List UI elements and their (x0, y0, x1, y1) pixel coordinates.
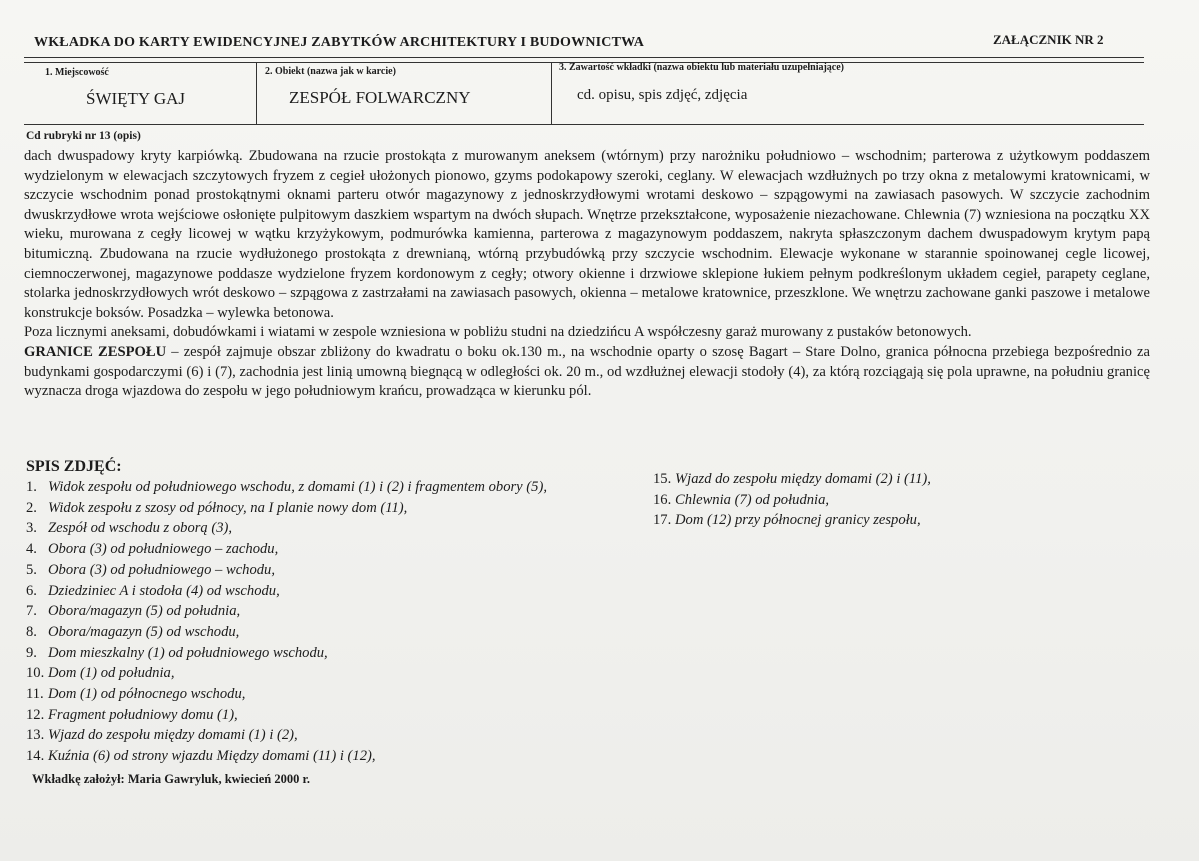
locality-value: ŚWIĘTY GAJ (86, 89, 185, 108)
section-label: Cd rubryki nr 13 (opis) (26, 130, 141, 142)
photo-list-item (26, 684, 547, 705)
contents-label: 3. Zawartość wkładki (nazwa obiektu lub materiału uzupełniające) (559, 62, 845, 73)
photo-list-item-text: Obora/magazyn (5) od wschodu, (48, 623, 240, 640)
photo-list-right (653, 469, 931, 531)
photo-list-item-number: 4. (26, 541, 37, 558)
photo-list-item-number: 5. (26, 561, 37, 578)
photo-list-item-text: Wjazd do zespołu między domami (2) i (11), (675, 471, 931, 487)
photo-list-item (26, 746, 547, 767)
photo-list-item-text: Kuźnia (6) od strony wjazdu Między domami (11) i (12), (48, 748, 376, 765)
object-label: 2. Obiekt (nazwa jak w karcie) (265, 66, 396, 77)
photo-list-item-number: 11. (26, 686, 44, 703)
photo-list-item (26, 643, 547, 664)
photo-list-item (653, 510, 931, 531)
form-divider-1 (256, 62, 257, 124)
photo-list-item-text: Dom (1) od północnego wschodu, (48, 686, 246, 703)
photo-list-item-text: Zespół od wschodu z oborą (3), (48, 520, 233, 537)
photo-list-item (26, 560, 547, 581)
photo-list-item-number: 1. (26, 479, 37, 495)
photo-list-item-text: Widok zespołu od południowego wschodu, z domami (1) i (2) i fragmentem obory (5), (48, 479, 547, 495)
photo-list-left (26, 477, 547, 767)
photo-list-item-text: Dziedziniec A i stodoła (4) od wschodu, (48, 582, 280, 599)
form-divider-2 (551, 62, 552, 124)
photo-list-item (26, 477, 547, 498)
description-paragraph-2: Poza licznymi aneksami, dobudówkami i wiatami w zespole wzniesiona w pobliżu studni na dziedzińcu A współczesny garaż murowany z pustaków betonowych. (24, 324, 972, 341)
form-bottom-rule (24, 124, 1144, 125)
photo-list-item-number: 12. (26, 706, 45, 723)
photo-list-item-text: Dom mieszkalny (1) od południowego wschodu, (48, 644, 328, 661)
boundaries-text: – zespół zajmuje obszar zbliżony do kwadratu o boku ok.130 m., na wschodnie oparty o szosę Bagart – Stare Dolno, granica północna przebiega bezpośrednio za budynkami gospodarczymi (6) i (7), zachodnia jest linią umowną biegnącą w odległości ok. 20 m., od wzdłużnej elewacji stodoły (4), za którą rozciągają się pola uprawne, na południu granicę wyznacza droga wjazdowa do zespołu w jego południowym krańcu, prowadząca w kierunku pól. (24, 343, 1150, 400)
boundaries-heading: GRANICE ZESPOŁU (24, 343, 167, 360)
photo-list-item-text: Dom (1) od południa, (48, 665, 175, 682)
photo-list-item-text: Chlewnia (7) od południa, (675, 491, 830, 508)
annex-number: ZAŁĄCZNIK NR 2 (993, 32, 1104, 47)
photo-list-item (26, 622, 547, 643)
description-paragraph-1: dach dwuspadowy kryty karpiówką. Zbudowana na rzucie prostokąta z murowanym aneksem (wtórnym) przy narożniku południowo – wschodnim; parterowa z użytkowym poddaszem wydzielonym w elewacjach szczytowych fryzem z cegieł ułożonych pionowo, gzyms podokapowy szeroki, ceglany. W elewacjach wzdłużnych po trzy okna z metalowymi kratownicami, w szczycie wschodnim ponad prostokątnymi oknami parteru otwór magazynowy z jednoskrzydłowymi wrotami deskowo – szpągowymi na zawiasach pasowych. W szczycie zachodnim dwuskrzydłowe wrota wejściowe osłonięte pulpitowym daszkiem wspartym na dwóch słupach. Wnętrze przekształcone, wyposażenie niezachowane. Chlewnia (7) wzniesiona na początku XX wieku, murowana z cegły licowej w wątku krzyżykowym, podmurówka kamienna, parterowa z magazynowym poddaszem, nakryta spłaszczonym dachem dwuspadowym krytym papą bitumiczną. Zbudowana na rzucie wydłużonego prostokąta z drewnianą, wtórną przybudówką przy szczycie wschodnim. Elewacje wykonane w starannie spoinowanej cegle licowej, ciemnoczerwonej, magazynowe poddasze wydzielone fryzem kordonowym z cegły; otwory okienne i drzwiowe sklepione łukiem pełnym podkreślonym układem cegieł, parapety ceglane, stolarka jednoskrzydłowych wrót deskowo – szpągowa z zastrzałami na zawiasach pasowych, okienna – metalowe kratownice, przeszklone. We wnętrzu zachowane ganki paszowe i metalowe konstrukcje boksów. Posadzka – wylewka betonowa. (24, 148, 1150, 321)
photo-list-item-number: 2. (26, 499, 37, 516)
photo-list-item-number: 13. (26, 727, 45, 744)
object-value: ZESPÓŁ FOLWARCZNY (289, 88, 471, 107)
document-title: WKŁADKA DO KARTY EWIDENCYJNEJ ZABYTKÓW ARCHITEKTURY I BUDOWNICTWA (34, 35, 645, 50)
description-text (24, 147, 1150, 402)
photo-list-item (26, 518, 547, 539)
photo-list-item-text: Wjazd do zespołu między domami (1) i (2), (48, 727, 298, 744)
photo-list-item-number: 17. (653, 512, 672, 529)
description-paragraph-3 (24, 343, 1150, 402)
photo-list-item-number: 9. (26, 644, 37, 661)
photo-list-item (26, 705, 547, 726)
locality-label: 1. Miejscowość (45, 67, 109, 78)
form-top-rule (24, 57, 1144, 58)
contents-value: cd. opisu, spis zdjęć, zdjęcia (577, 87, 748, 103)
photo-list-item-number: 6. (26, 582, 37, 599)
photo-list-item-number: 15. (653, 471, 672, 487)
photo-list-item (26, 581, 547, 602)
photo-list-item (26, 725, 547, 746)
photo-list-item-text: Fragment południowy domu (1), (48, 706, 238, 723)
photo-list-item-text: Widok zespołu z szosy od północy, na I planie nowy dom (11), (48, 499, 408, 516)
photo-list-item-number: 3. (26, 520, 37, 537)
photo-list-item (653, 469, 931, 490)
photo-list-item-text: Obora (3) od południowego – zachodu, (48, 541, 279, 558)
author-footer: Wkładkę założył: Maria Gawryluk, kwiecień 2000 r. (32, 772, 310, 786)
photo-list-item-text: Obora/magazyn (5) od południa, (48, 603, 241, 620)
photo-list-item (26, 498, 547, 519)
photo-list-item-number: 14. (26, 748, 45, 765)
photo-list-heading: SPIS ZDJĘĆ: (26, 458, 122, 475)
photo-list-item-number: 16. (653, 491, 672, 508)
photo-list-item-number: 10. (26, 665, 45, 682)
photo-list-item-number: 7. (26, 603, 37, 620)
photo-list-item-text: Obora (3) od południowego – wchodu, (48, 561, 276, 578)
photo-list-item (26, 601, 547, 622)
photo-list-item-number: 8. (26, 623, 37, 640)
photo-list-item (653, 490, 931, 511)
photo-list-item (26, 539, 547, 560)
photo-list-item-text: Dom (12) przy północnej granicy zespołu, (675, 512, 921, 529)
photo-list-item (26, 663, 547, 684)
